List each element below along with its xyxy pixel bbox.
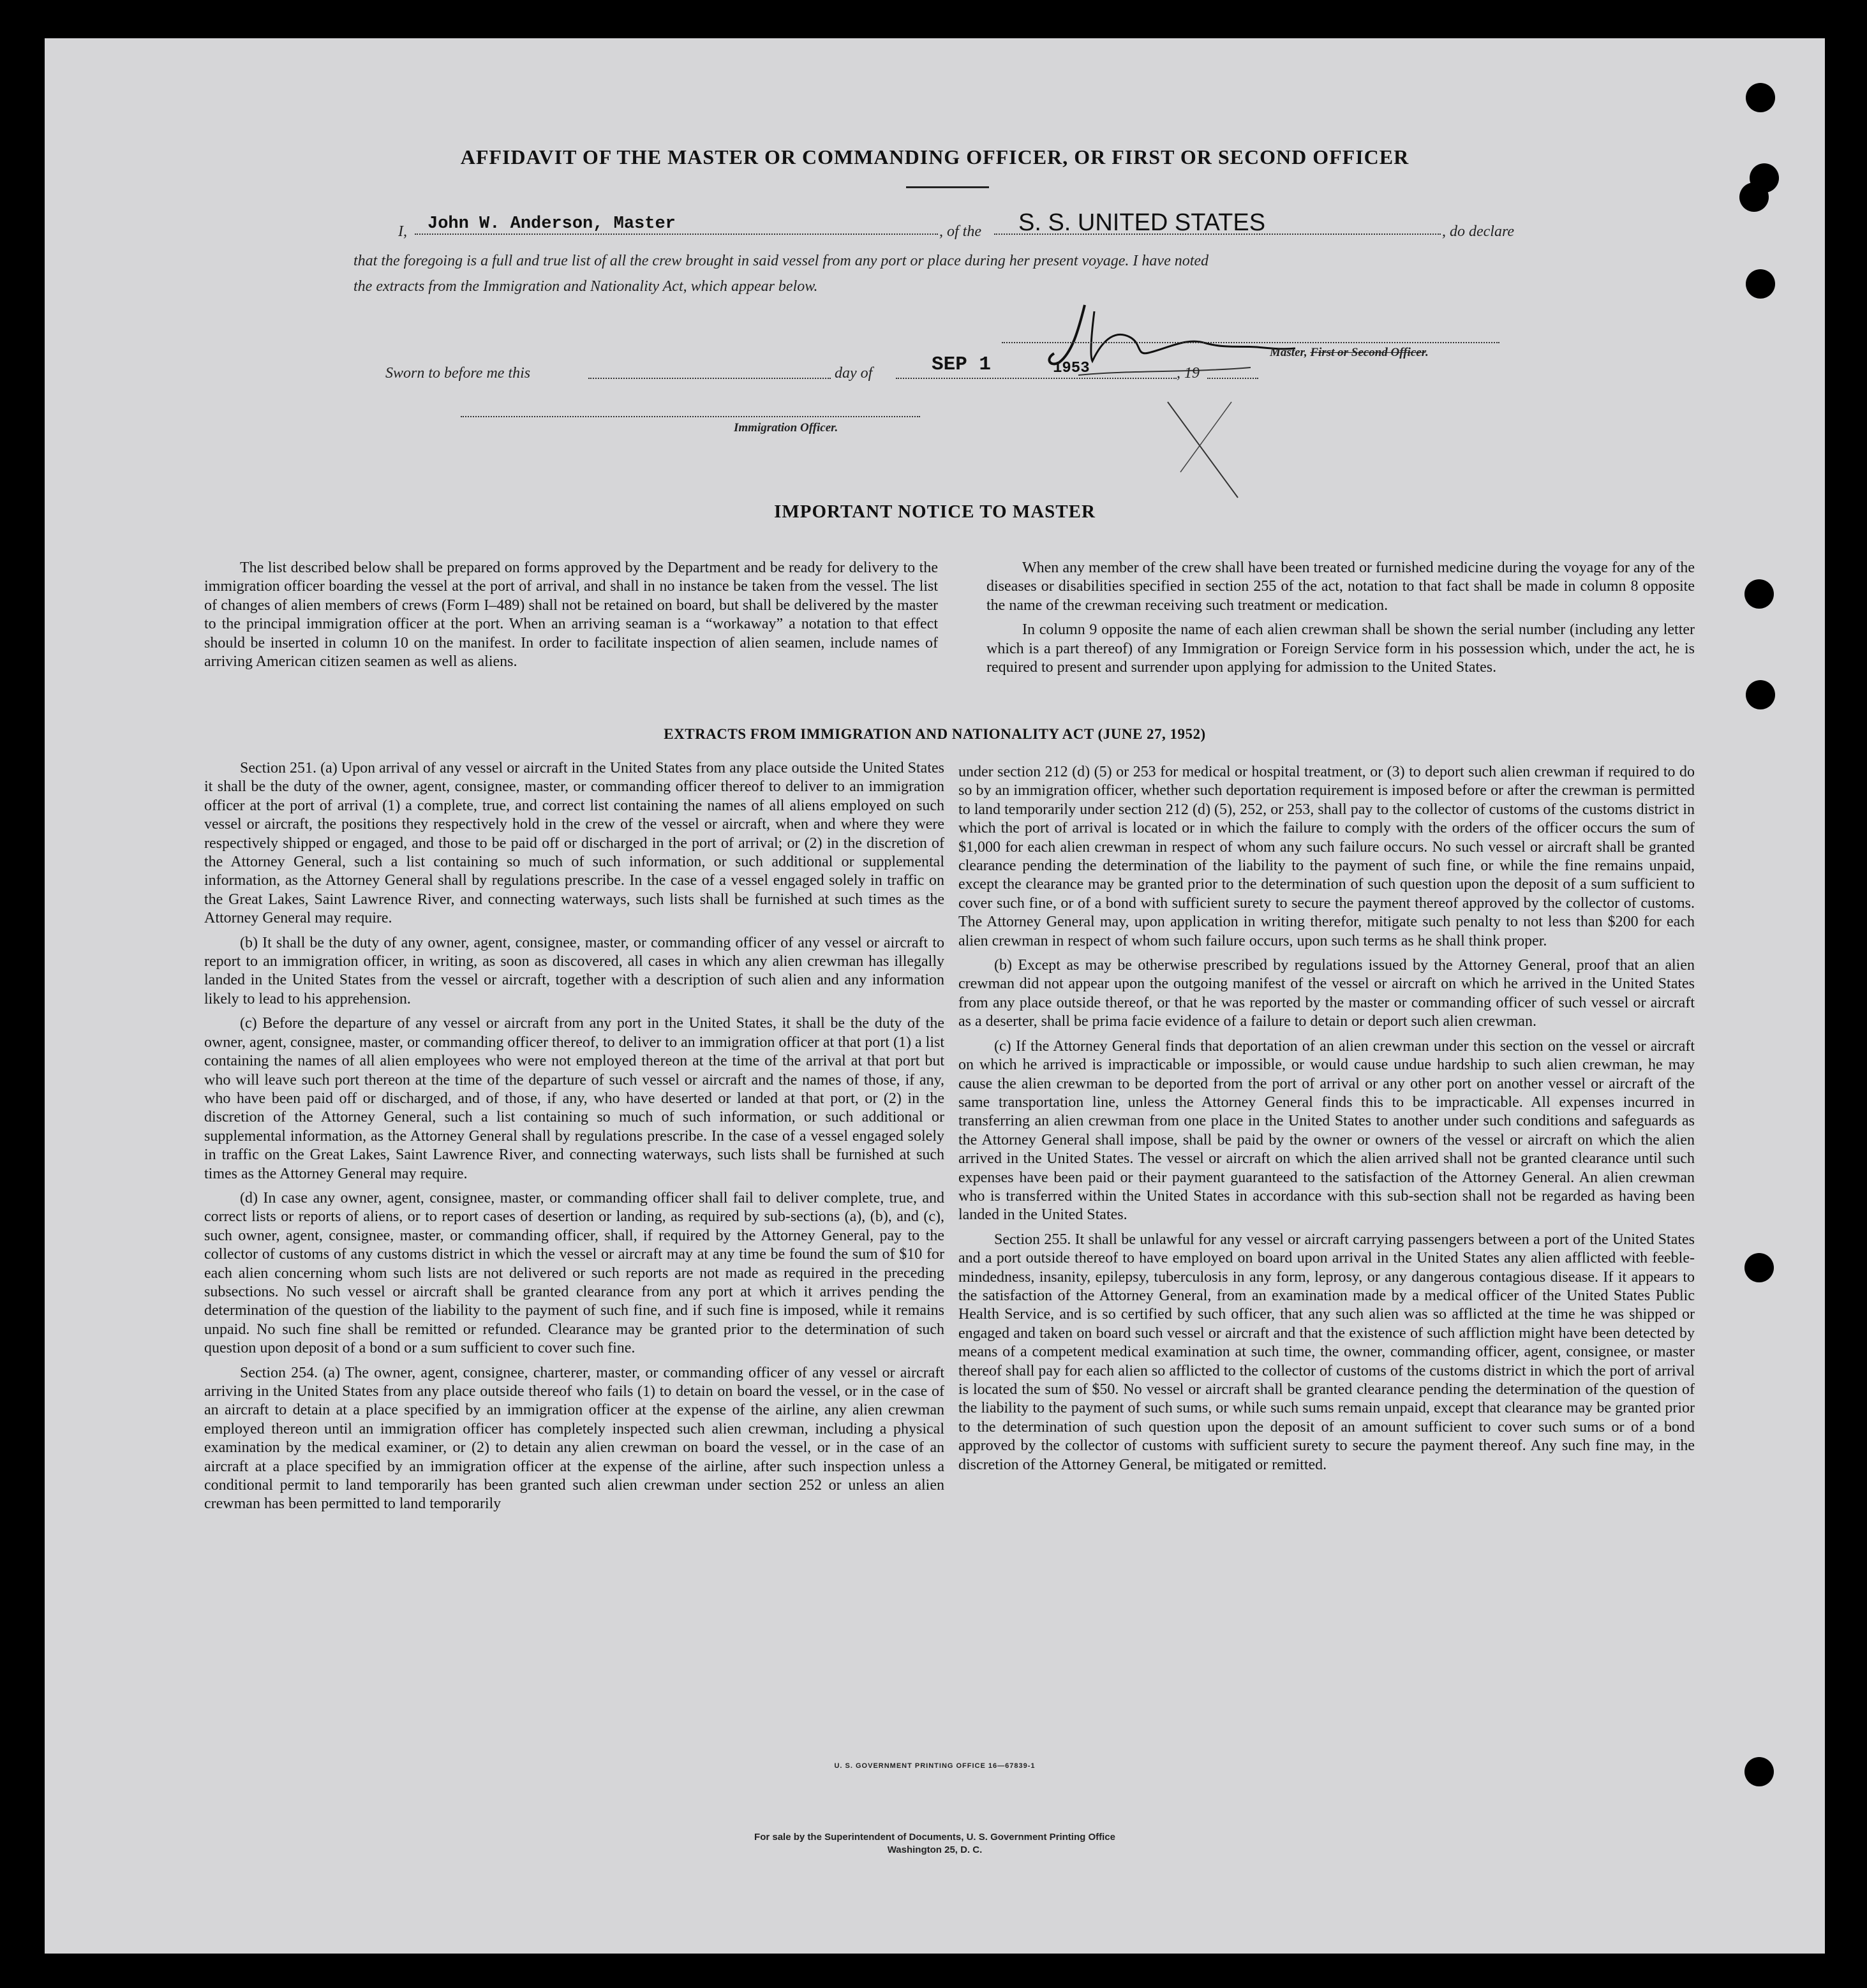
immigration-officer-label: Immigration Officer. <box>734 421 838 434</box>
master-signature-line[interactable] <box>1002 342 1499 343</box>
punch-hole <box>1744 1757 1774 1786</box>
section-251-d: (d) In case any owner, agent, consignee, master, or commanding officer shall fail to deliver complete, true, and correct lists or reports of aliens, or to report cases of desertion or landing, as required by sub-sections (a), (b), and (c), such owner, agent, consignee, master, or commanding officer, shall, if required by the Attorney General, pay to the collector of customs of any customs district in which the vessel or aircraft may at any time be found the sum of $10 for each alien concerning whom such lists are not delivered or such reports are not made as required in the preceding subsections. No such vessel or aircraft shall be granted clearance from any port at which it arrives pending the determination of the question of the liability to the payment of such fine, and if such fine is imposed, while it remains unpaid. No such fine shall be remitted or refunded. Clearance may be granted prior to the determination of such question upon deposit of a bond or a sum sufficient to cover such fine. <box>204 1189 944 1357</box>
notice-left <box>204 559 938 677</box>
struck-officer: First or Second Officer <box>1310 346 1426 359</box>
declare-label: , do declare <box>1442 223 1515 240</box>
form-sheet <box>45 38 1825 1954</box>
section-251-c: (c) Before the departure of any vessel or aircraft from any port in the United States, it shall be the duty of the owner, agent, consignee, master, or commanding officer thereof, to deliver to an immigration officer at that port (1) a list containing the names of all alien employees who were not employed thereon at the time of the arrival at that port but who will leave such port thereon at the time of the departure of such vessel or aircraft and the names of those, if any, who have been paid off or discharged, and of those, if any, who have deserted or landed at that port, or (2) in the discretion of the Attorney General, such a list containing so much of such information, or such additional or supplemental information, as the Attorney General shall by regulations prescribe. In the case of a vessel engaged solely in traffic on the Great Lakes, Saint Lawrence River, and connecting waterways, such lists shall be furnished at such times as the Attorney General may require. <box>204 1015 944 1182</box>
master-end: . <box>1425 346 1429 359</box>
affidavit-line3: the extracts from the Immigration and Nationality Act, which appear below. <box>353 278 818 295</box>
vessel-name: S. S. UNITED STATES <box>1018 209 1266 236</box>
sale-line-1: For sale by the Superintendent of Documents, U. S. Government Printing Office <box>754 1832 1115 1843</box>
section-254-a-cont: under section 212 (d) (5) or 253 for medical or hospital treatment, or (3) to deport such alien crewman if required to do so by an immigration officer, whether such deportation requirement is imposed before or after the crewman is permitted to land temporarily under section 212 (d) (5), 252, or 253, shall pay to the collector of customs of the customs district in which the port of arrival is located or in which the failure to comply with the orders of the officer occurs the sum of $1,000 for each alien crewman in respect of whom any such failure occurs. No such vessel or aircraft shall be granted clearance pending the determination of the liability to the payment of such fine, or while the fine remains unpaid, except the clearance may be granted prior to the determination of such question upon the deposit of a sum sufficient to cover such fine, or of a bond with sufficient surety to secure the payment thereof approved by the collector of customs. The Attorney General may, upon application in writing therefor, mitigate such penalty to not less than $200 for each alien crewman in respect of whom such failure occurs, upon such terms as he shall think proper. <box>958 764 1695 949</box>
punch-hole <box>1744 1253 1774 1282</box>
extracts-left <box>204 759 944 1520</box>
notice-right-text-1: When any member of the crew shall have been treated or furnished medicine during the voyage for any of the diseases or disabilities specified in section 255 of the act, notation to that fact shall be made in column 8 opposite the name of the crewman receiving such treatment or medication. <box>986 560 1695 614</box>
title-rule <box>906 186 989 188</box>
i-label: I, <box>398 223 407 240</box>
day-of-label: day of <box>835 365 873 382</box>
sale-line-2: Washington 25, D. C. <box>887 1844 983 1855</box>
master-label <box>1270 346 1429 360</box>
stamp-year: 1953 <box>1053 360 1090 377</box>
sworn-month-field[interactable] <box>896 378 1177 379</box>
of-the-label: , of the <box>939 223 981 240</box>
affidavit-line2: that the foregoing is a full and true list of all the crew brought in said vessel from any port or place during her present voyage. I have noted <box>353 253 1209 269</box>
immigration-officer-line[interactable] <box>461 416 920 417</box>
notice-right <box>986 559 1695 683</box>
sworn-day-field[interactable] <box>588 378 831 379</box>
notice-left-text: The list described below shall be prepared on forms approved by the Department and be ready for delivery to the immigration officer boarding the vessel at the port of arrival, and shall in no instance be taken from the vessel. The list of changes of alien members of crews (Form I–489) shall not be retained on board, but shall be delivered by the master to the principal immigration officer at the port. When an arriving seaman is a “workaway” a notation to that effect should be inserted in column 10 on the manifest. In order to facilitate inspection of alien seamen, include names of arriving American citizen seamen as well as aliens. <box>204 560 938 671</box>
name-field[interactable] <box>415 234 938 235</box>
printer-imprint: U. S. GOVERNMENT PRINTING OFFICE 16—67839-1 <box>834 1762 1036 1770</box>
stamp-date: SEP 1 <box>932 353 992 376</box>
punch-hole <box>1746 269 1775 299</box>
master-name: John W. Anderson, Master <box>428 214 676 234</box>
section-254-c: (c) If the Attorney General finds that deportation of an alien crewman under this section on the vessel or aircraft on which he arrived is impracticable or impossible, or would cause undue hardship to such alien crewman, he may cause the alien crewman to be deported from the port of arrival or any other port on another vessel or aircraft of the same transportation line, unless the Attorney General finds this to be impracticable. All expenses incurred in transferring an alien crewman from one place in the United States to another under such conditions and safeguards as the Attorney General shall impose, shall be paid by the owner or owners of the vessel or aircraft on which the alien arrived in the United States. The vessel or aircraft on which the alien arrived shall not be granted clearance until such expenses have been paid or their payment guaranteed to the satisfaction of the Attorney General. An alien crewman who is transferred within the United States in accordance with this sub-section shall not be regarded as having been landed in the United States. <box>958 1037 1695 1224</box>
signature-mark <box>1040 292 1308 394</box>
extracts-right <box>958 763 1695 1480</box>
notice-title: IMPORTANT NOTICE TO MASTER <box>774 501 1096 522</box>
notice-right-text-2: In column 9 opposite the name of each alien crewman shall be shown the serial number (including any letter which is a part thereof) of any Immigration or Foreign Service form in his possession which, under the act, he is required to present and surrender upon applying for admission to the United States. <box>986 621 1695 676</box>
year-label: , 19 <box>1177 365 1200 382</box>
punch-hole <box>1744 579 1774 609</box>
sworn-label: Sworn to before me this <box>385 365 531 382</box>
section-254-b: (b) Except as may be otherwise prescribed by regulations issued by the Attorney General, proof that an alien crewman did not appear upon the outgoing manifest of the vessel or aircraft on which he arrived in the United States from any place outside thereof, or that he was reported by the master or commanding officer of such vessel or aircraft as a deserter, shall be prima facie evidence of a failure to detain or deport such alien crewman. <box>958 957 1695 1030</box>
section-251-a: Section 251. (a) Upon arrival of any vessel or aircraft in the United States from any place outside the United States it shall be the duty of the owner, agent, consignee, master, or commanding officer thereof to deliver to an immigration officer at the port of arrival (1) a complete, true, and correct list containing the names of all aliens employed on such vessel or aircraft, the positions they respectively hold in the crew of the vessel or aircraft, when and where they were respectively shipped or engaged, and those to be paid off or discharged in the port of arrival; or (2) in the discretion of the Attorney General, such a list containing so much of such information, or such additional or supplemental information, as the Attorney General shall by regulations prescribe. In the case of a vessel engaged solely in traffic on the Great Lakes, Saint Lawrence River, and connecting waterways, such lists shall be furnished at such times as the Attorney General may require. <box>204 760 944 927</box>
master-word: Master, <box>1270 346 1307 359</box>
sale-notice <box>45 1831 1825 1857</box>
section-254-a: Section 254. (a) The owner, agent, consignee, charterer, master, or commanding officer of any vessel or aircraft arriving in the United States from any place outside thereof who fails (1) to detain on board the vessel, or in the case of an aircraft to detain at a place specified by an immigration officer at the expense of the airline, any alien crewman employed thereon until an immigration officer has completely inspected such alien crewman, including a physical examination by the medical examiner, or (2) to detain any alien crewman on board the vessel, or in the case of an aircraft at a place specified by an immigration officer at the expense of the airline, after such inspection unless a conditional permit to land temporarily has been granted such alien crewman under section 252 or unless an alien crewman has been permitted to land temporarily <box>204 1364 944 1513</box>
section-251-b: (b) It shall be the duty of any owner, agent, consignee, master, or commanding officer of any vessel or aircraft to report to an immigration officer, in writing, as soon as discovered, all cases in which any alien crewman has illegally landed in the United States from the vessel or aircraft, together with a description of such alien and any information likely to lead to his apprehension. <box>204 934 944 1007</box>
pen-stroke-mark <box>1155 396 1251 504</box>
affidavit-title: AFFIDAVIT OF THE MASTER OR COMMANDING OFFICER, OR FIRST OR SECOND OFFICER <box>460 145 1410 168</box>
sworn-year-field[interactable] <box>1207 378 1258 379</box>
punch-hole <box>1746 680 1775 709</box>
section-255: Section 255. It shall be unlawful for any vessel or aircraft carrying passengers between a port of the United States and a port outside thereof to have employed on board upon arrival in the United States any alien afflicted with feeble-mindedness, insanity, epilepsy, tuberculosis in any form, leprosy, or any dangerous contagious disease. If it appears to the satisfaction of the Attorney General, from an examination made by a medical officer of the United States Public Health Service, and is so certified by such officer, that any such alien was so afflicted at the time he was shipped or engaged and taken on board such vessel or aircraft and that the existence of such affliction might have been detected by means of a competent medical examination at such time, the owner, commanding officer, agent, consignee, or master thereof shall pay for each alien so afflicted to the collector of customs of the customs district in which the port of arrival is located the sum of $50. No vessel or aircraft shall be granted clearance pending the determination of the question of the liability to the payment of such sums, or while such sums remain unpaid, except that clearance may be granted prior to the determination of such question upon the deposit of an amount sufficient to cover such sums or of a bond approved by the collector of customs with sufficient surety to secure the payment thereof. Any such fine may, in the discretion of the Attorney General, be mitigated or remitted. <box>958 1231 1695 1473</box>
punch-hole <box>1739 182 1769 212</box>
punch-hole <box>1746 83 1775 112</box>
extracts-title: EXTRACTS FROM IMMIGRATION AND NATIONALITY ACT (JUNE 27, 1952) <box>664 726 1206 742</box>
